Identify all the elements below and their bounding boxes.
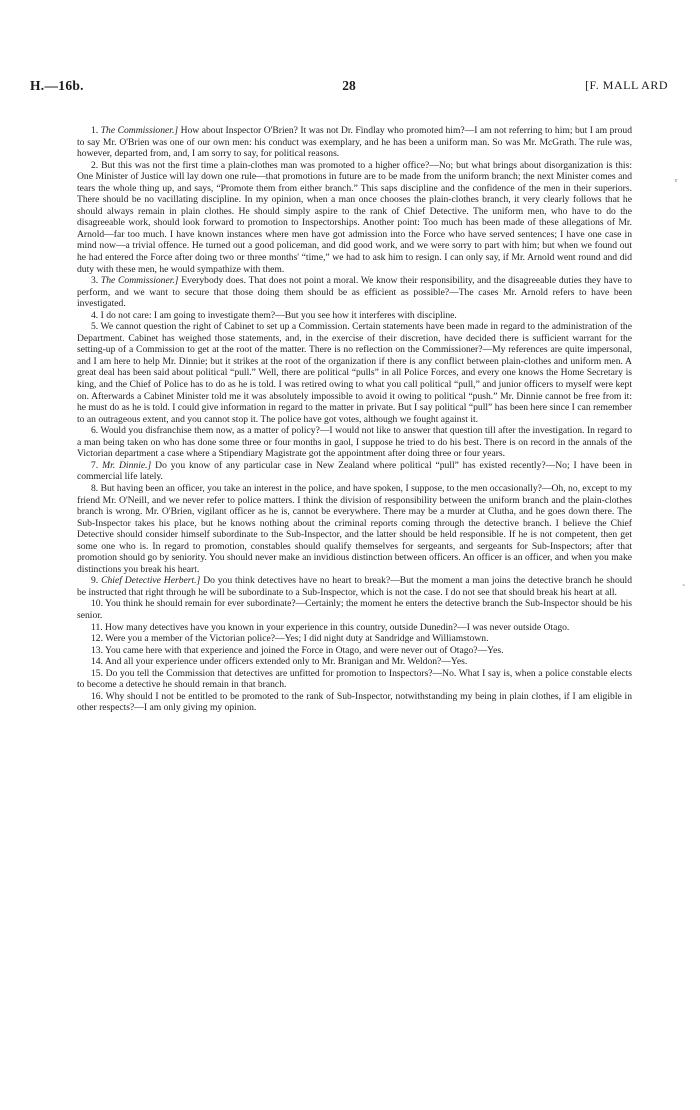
question-number: 11. — [91, 621, 103, 633]
question-text: How many detectives have you known in your experience in this country, outside Dunedin?—I was never outside Otago. — [102, 621, 570, 633]
question-paragraph — [77, 483, 632, 575]
question-number: 16. — [91, 690, 103, 702]
question-text: Do you tell the Commission that detectives are unfitted for promotion to Inspectors?—No. What I say is, when a police constable elects to become a detective he should remain in that branch. — [77, 667, 632, 691]
question-text: We cannot question the right of Cabinet to set up a Commission. Certain statements have been made in regard to the administration of the Department. Cabinet has weighed those statements, and, in the exercise of their discretion, have decided there is sufficient warrant for the setting-up of a Commission to get at the root of the matter. There is no reflection on the Commissioner?—My references are quite impersonal, and I am here to help Mr. Dinnie; but it strikes at the root of the organization if there is any conflict between plain-clothes and uniform men. A great deal has been said about political “pull.” Well, there are political “pulls” in all Police Forces, and every one knows the Home Secretary is king, and the Chief of Police has to do as he is told. I was retired owing to what you call political “pull,” and junior officers to myself were kept on. Afterwards a Cabinet Minister told me it was absolutely impossible to avoid it owing to political “push.” Mr. Dinnie cannot be free from it: he must do as he is told. I could give information in regard to the matter in private. But I say political “pull” has been here since I can remember to an outrageous extent, and you cannot stop it. The police have got votes, although we fought against it. — [77, 321, 632, 425]
question-number: 8. — [91, 482, 99, 494]
question-paragraph — [77, 622, 632, 634]
question-paragraph — [77, 598, 632, 621]
question-text: But this was not the first time a plain-clothes man was promoted to a higher office?—No; but what brings about disorganization is this: One Minister of Justice will lay down one rule—that promotions in future are to be made from the uniform branch; the next Minister comes and tears the whole thing up, and says, “Promote them from either branch.” This saps discipline and the confidence of the men in their superiors. There should be no vacillating discipline. In my opinion, when a man once chooses the plain-clothes branch, it very clearly follows that he should always remain in plain clothes. He should simply aspire to the rank of Chief Detective. The uniform men, who have to do the disagreeable work, should look forward to promotion to Inspectorships. Another point: Too much has been made of these allegations of Mr. Arnold—far too much. I have known instances where men have got admission into the Force who have served sentences; I have one case in mind now—a trivial offence. He turned out a good policeman, and did good work, and we were sorry to part with him; but when we found out he had entered the Force after doing two or three months' “time,” we had to ask him to resign. I can only say, if Mr. Arnold went round and did duty with these men, he would sympathize with them. — [77, 159, 632, 275]
paper-reference: H.—16b. — [30, 78, 84, 93]
speaker-name: Mr. Dinnie.] — [102, 459, 152, 471]
question-number: 5. — [91, 321, 99, 333]
question-number: 1. — [91, 125, 99, 136]
question-number: 7. — [91, 459, 99, 471]
question-number: 15. — [91, 667, 103, 679]
testimony-body — [77, 125, 632, 714]
margin-pencil-mark: ʳ — [675, 176, 678, 188]
speaker-name: Chief Detective Herbert.] — [101, 575, 201, 587]
question-number: 3. — [91, 275, 99, 287]
question-text: You think he should remain for ever subordinate?—Certainly; the moment he enters the detective branch the Sub-Inspector should be his senior. — [77, 598, 632, 621]
question-paragraph — [77, 321, 632, 425]
question-text: And all your experience under officers extended only to Mr. Branigan and Mr. Weldon?—Yes. — [103, 656, 468, 668]
question-paragraph — [77, 160, 632, 275]
question-text: But having been an officer, you take an interest in the police, and have spoken, I suppose, to the men occasionally?—Oh, no, except to my friend Mr. O'Neill, and we never refer to police matters. I think the division of responsibility between the uniform branch and the plain-clothes branch is wrong. Mr. O'Brien, vigilant officer as he is, cannot be everywhere. There may be a murder at Clutha, and he goes down there. The Sub-Inspector takes his place, but he knows nothing about the criminal reports coming through the detective branch. I believe the Chief Detective should consider himself subordinate to the Sub-Inspector, and the latter should be held responsible. If he is not competent, then get some one who is. In regard to promotion, constables should qualify themselves for sergeants, and sergeants for Sub-Inspectors; after that promotion should go by seniority. You should never make an invidious distinction between officers. An officer is an officer, and when you make distinctions you break his heart. — [77, 482, 632, 575]
question-number: 10. — [91, 598, 103, 610]
question-text: How about Inspector O'Brien? It was not Dr. Findlay who promoted him?—I am not referring to him; but I am proud to say Mr. O'Brien was one of our own men: his conduct was exemplary, and he has been a uniform man. So was Mr. McGrath. The rule was, however, departed from, and, I am sorry to say, for political reasons. — [77, 125, 633, 160]
question-text: I do not care: I am going to investigate them?—But you see how it interferes with discipline. — [98, 309, 457, 321]
speaker-name: The Commissioner.] — [100, 275, 179, 287]
question-number: 4. — [91, 309, 99, 321]
question-text: Everybody does. That does not point a moral. We know their responsibility, and the disagreeable duties they have to perform, and we want to secure that those doing them should be as efficient as possible?—The cases Mr. Arnold refers to have been investigated. — [77, 275, 632, 310]
question-paragraph — [77, 425, 632, 460]
witness-name: [F. MALL ARD — [585, 78, 668, 92]
question-text: Why should I not be entitled to be promoted to the rank of Sub-Inspector, notwithstanding my being in plain clothes, if I am eligible in other respects?—I am only giving my opinion. — [77, 690, 632, 714]
question-number: 13. — [91, 644, 103, 656]
question-text: Do you know of any particular case in New Zealand where political “pull” has existed recently?—No; I have been in commercial life lately. — [77, 459, 632, 483]
page-header — [30, 78, 668, 100]
question-number: 2. — [91, 159, 99, 171]
question-paragraph — [77, 460, 632, 483]
question-text: Do you think detectives have no heart to break?—But the moment a man joins the detective branch he should be instructed that right through he will be subordinate to a Sub-Inspector, which is not the case. I do not see that should break his heart at all. — [77, 575, 632, 598]
question-paragraph — [77, 275, 632, 310]
question-text: You came here with that experience and joined the Force in Otago, and were never out of Otago?—Yes. — [103, 644, 504, 656]
question-number: 12. — [91, 633, 103, 645]
page-number: 28 — [342, 78, 356, 93]
question-number: 9. — [91, 575, 99, 587]
question-paragraph — [77, 668, 632, 691]
question-paragraph — [77, 310, 632, 322]
question-number: 14. — [91, 656, 103, 668]
question-paragraph — [77, 125, 632, 160]
question-number: 6. — [91, 425, 99, 437]
question-paragraph — [77, 575, 632, 598]
speaker-name: The Commissioner.] — [100, 125, 179, 136]
question-text: Would you disfranchise them now, as a matter of policy?—I would not like to answer that question till after the investigation. In regard to a man being taken on who has done some three or four months in gaol, I suppose he tried to do his best. There is on record in the annals of the Victorian department a case where a Stipendiary Magistrate got the appointment after doing three or four years. — [77, 425, 632, 460]
question-paragraph — [77, 691, 632, 714]
question-paragraph — [77, 645, 632, 657]
question-paragraph — [77, 633, 632, 645]
question-paragraph — [77, 656, 632, 668]
margin-pencil-mark: ˴ — [682, 578, 686, 590]
question-text: Were you a member of the Victorian police?—Yes; I did night duty at Sandridge and Williamstown. — [103, 633, 489, 645]
